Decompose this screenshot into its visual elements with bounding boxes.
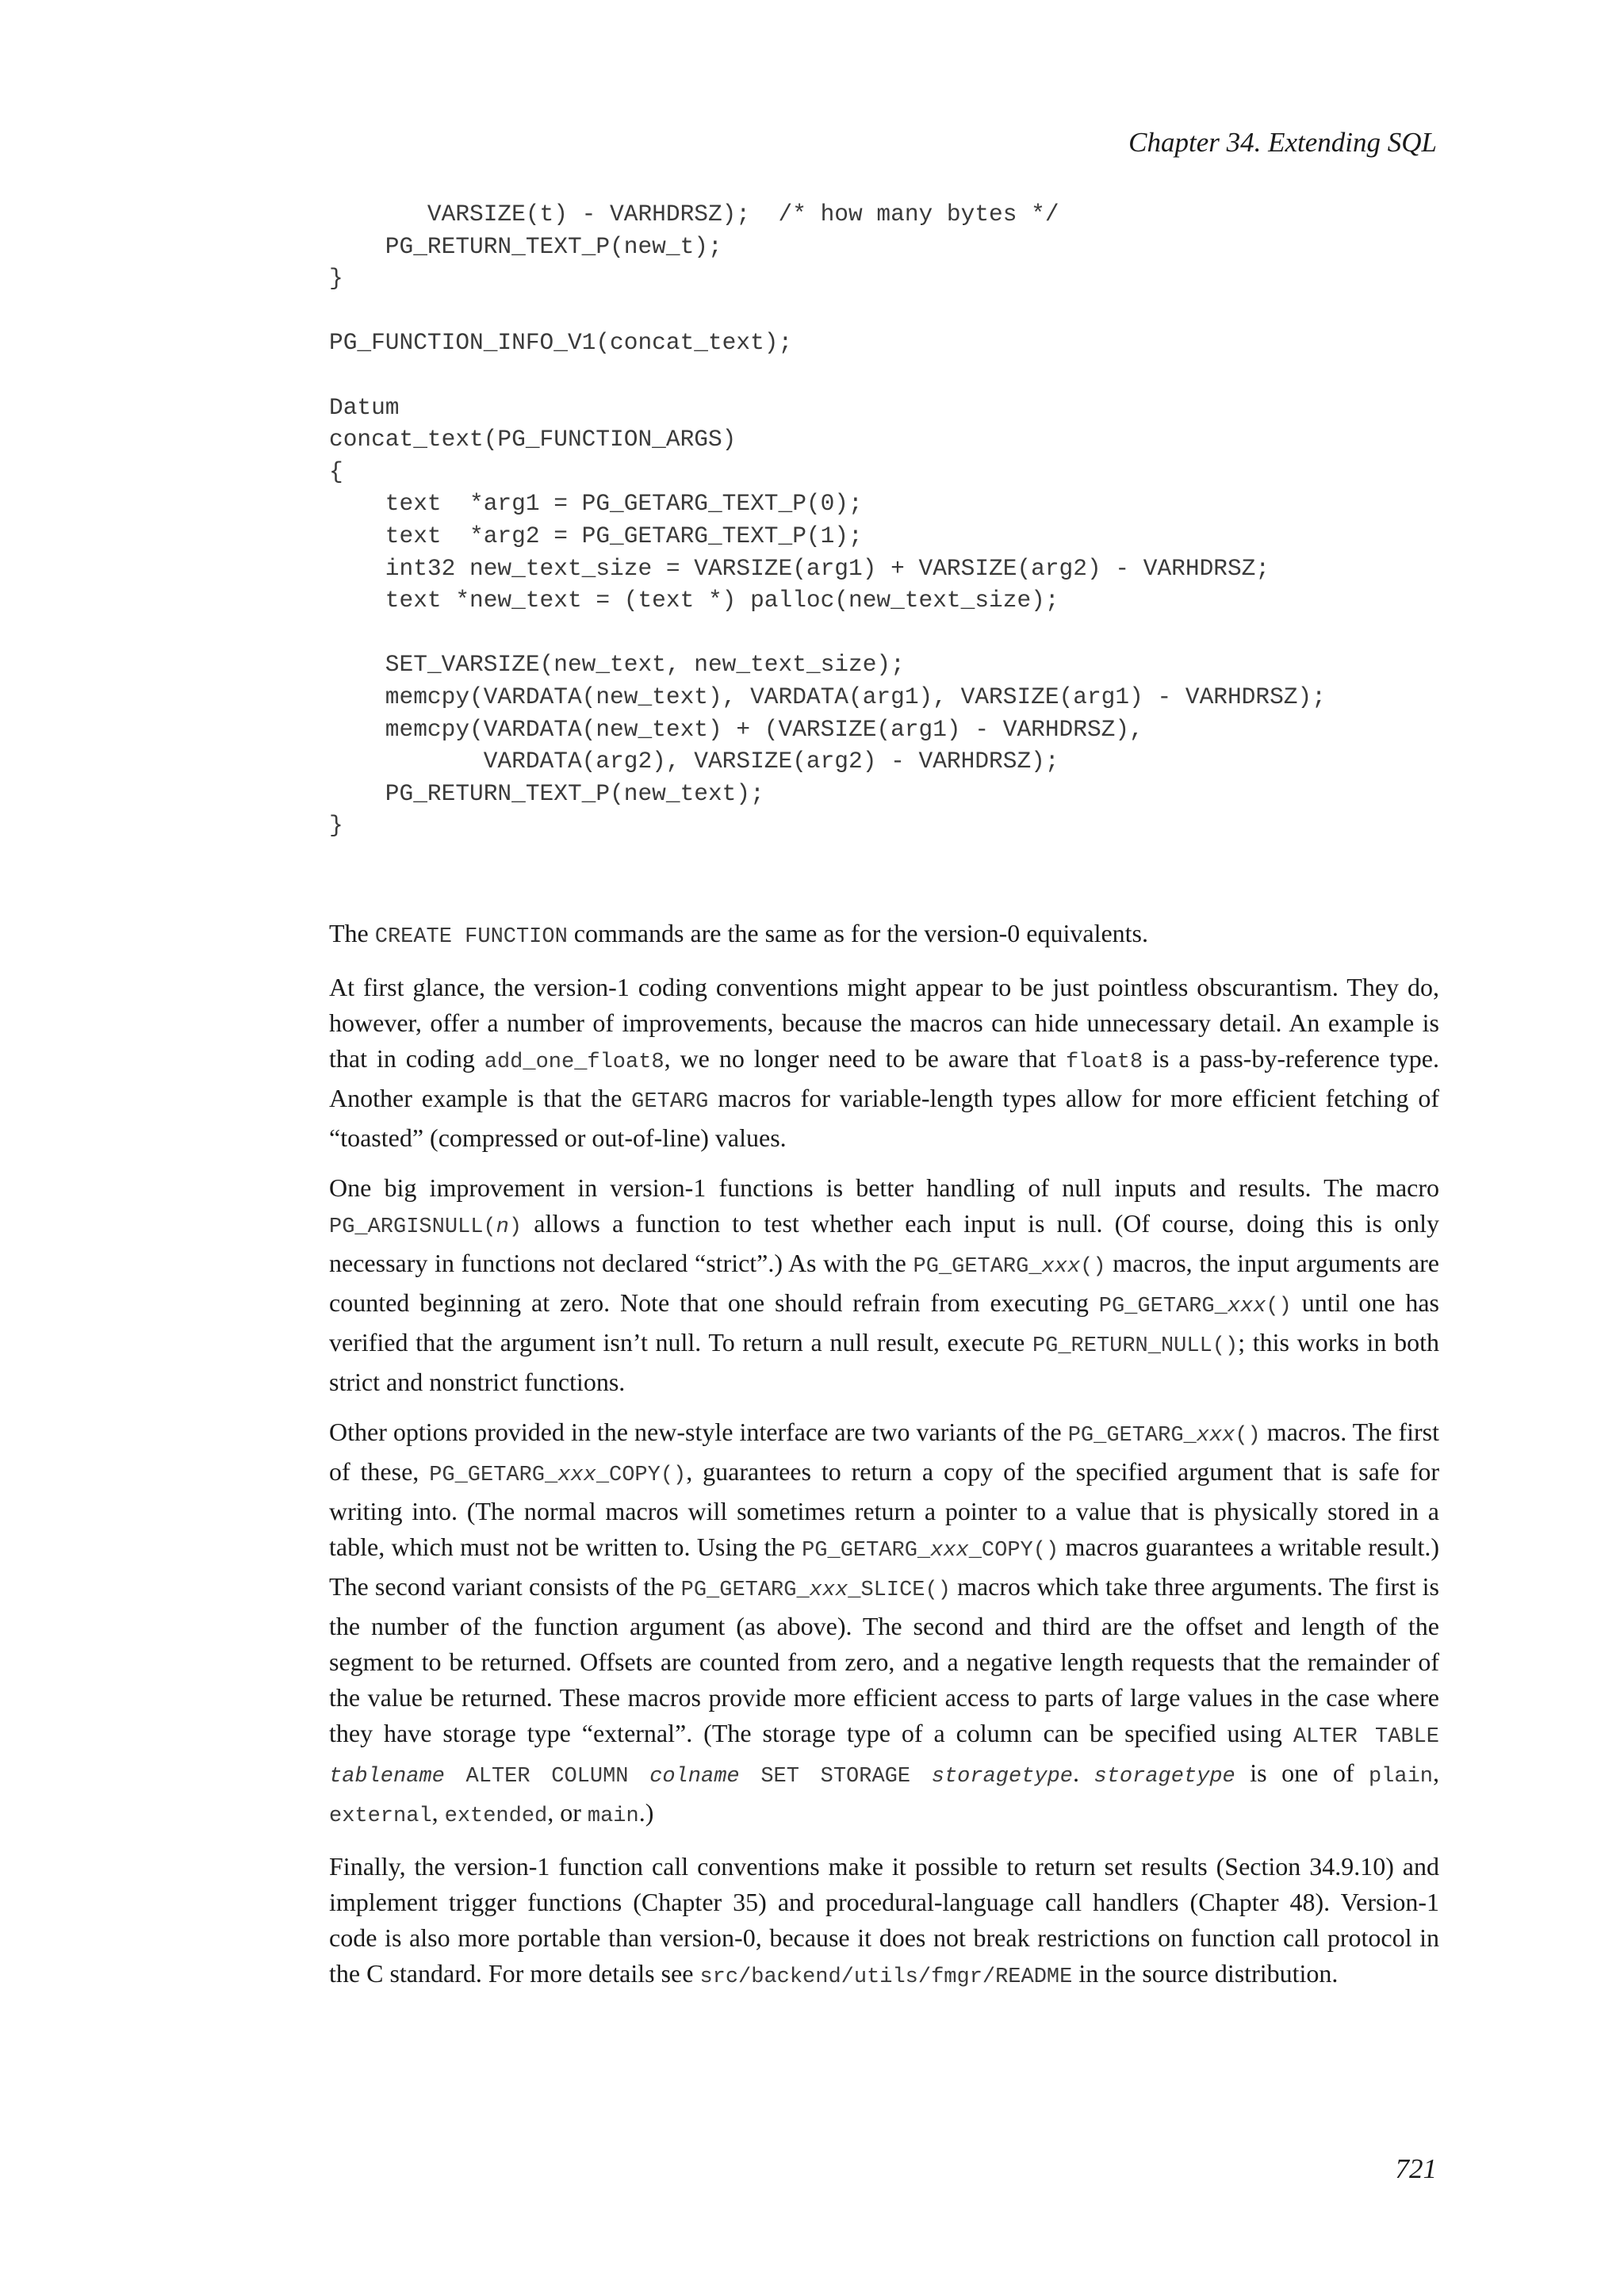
inline-code: main — [587, 1804, 639, 1828]
code-line: SET_VARSIZE(new_text, new_text_size); — [329, 651, 905, 679]
inline-code: PG_GETARG_xxx() — [1098, 1295, 1292, 1318]
code-line: text *arg1 = PG_GETARG_TEXT_P(0); — [329, 490, 863, 518]
inline-code: CREATE FUNCTION — [374, 925, 568, 949]
inline-code: PG_RETURN_NULL() — [1032, 1334, 1239, 1358]
code-line: Datum — [329, 393, 400, 421]
inline-code: PG_GETARG_xxx_COPY() — [802, 1539, 1059, 1563]
inline-code: src/backend/utils/fmgr/README — [699, 1965, 1073, 1989]
code-line: memcpy(VARDATA(new_text), VARDATA(arg1), VARSIZE(arg1) - VARHDRSZ); — [329, 683, 1326, 710]
code-line: text *new_text = (text *) palloc(new_text_size); — [329, 587, 1059, 614]
inline-code: extended — [444, 1804, 548, 1828]
inline-code: PG_GETARG_xxx_SLICE() — [680, 1578, 951, 1602]
code-line — [329, 359, 1326, 392]
code-line: int32 new_text_size = VARSIZE(arg1) + VARSIZE(arg2) - VARHDRSZ; — [329, 554, 1270, 582]
code-line: } — [329, 265, 343, 293]
inline-code: ALTER TABLE tablename ALTER COLUMN colname SET STORAGE storagetype — [329, 1725, 1440, 1789]
inline-code: GETARG — [631, 1090, 709, 1114]
inline-code: add_one_float8 — [484, 1050, 665, 1074]
inline-code: PG_GETARG_xxx_COPY() — [429, 1464, 687, 1487]
code-line: concat_text(PG_FUNCTION_ARGS) — [329, 426, 737, 453]
code-line: PG_FUNCTION_INFO_V1(concat_text); — [329, 329, 793, 357]
inline-code: plain — [1368, 1765, 1433, 1789]
body-text — [329, 916, 1439, 2010]
code-line — [329, 295, 1326, 327]
code-line: { — [329, 457, 343, 485]
code-line: PG_RETURN_TEXT_P(new_text); — [329, 779, 764, 807]
chapter-header: Chapter 34. Extending SQL — [1128, 127, 1437, 158]
paragraph-getarg-variants: Other options provided in the new-style interface are two variants of the PG_GETARG_xxx() macros. The first of these, PG_GETARG_xxx_COPY(), guarantees to return a copy of the specified argument that is safe for writing into. (The normal macros will sometimes return a pointer to a value that is physically stored in a table, which must not be written to. Using the PG_GETARG_xxx_COPY() macros guarantees a writable result.) The second variant consists of the PG_GETARG_xxx_SLICE() macros which take three arguments. The first is the number of the function argument (as above). The second and third are the offset and length of the segment to be returned. Offsets are counted from zero, and a negative length requests that the remainder of the value be returned. These macros provide more efficient access to parts of large values in the case where they have storage type “external”. (The storage type of a column can be specified using ALTER TABLE tablename ALTER COLUMN colname SET STORAGE storagetype. storagetype is one of plain, external, extended, or main.) — [329, 1418, 1440, 1828]
code-line: text *arg2 = PG_GETARG_TEXT_P(1); — [329, 522, 863, 549]
inline-code: PG_GETARG_xxx() — [1067, 1424, 1261, 1448]
code-listing — [329, 198, 1326, 842]
paragraph-null-handling: One big improvement in version-1 functions is better handling of null inputs and results. The macro PG_ARGISNULL(n) allows a function to test whether each input is null. (Of course, doing this is only necessary in functions not declared “strict”.) As with the PG_GETARG_xxx() macros, the input arguments are counted beginning at zero. Note that one should refrain from executing PG_GETARG_xxx() until one has verified that the argument isn’t null. To return a null result, execute PG_RETURN_NULL(); this works in both strict and nonstrict functions. — [329, 1173, 1440, 1396]
paragraph-conventions: At first glance, the version-1 coding conventions might appear to be just pointless obscurantism. They do, however, offer a number of improvements, because the macros can hide unnecessary detail. An example is that in coding add_one_float8, we no longer need to be aware that float8 is a pass-by-reference type. Another example is that the GETARG macros for variable-length types allow for more efficient fetching of “toasted” (compressed or out-of-line) values. — [329, 973, 1440, 1152]
code-line — [329, 617, 1326, 649]
paragraph-create-function: The CREATE FUNCTION commands are the same as for the version-0 equivalents. — [329, 919, 1148, 949]
code-line: VARSIZE(t) - VARHDRSZ); /* how many bytes */ — [329, 201, 1059, 228]
code-line: } — [329, 812, 343, 840]
code-line: VARDATA(arg2), VARSIZE(arg2) - VARHDRSZ); — [329, 748, 1059, 775]
code-line: PG_RETURN_TEXT_P(new_t); — [329, 232, 722, 260]
page-number: 721 — [1395, 2153, 1437, 2184]
paragraph-finally: Finally, the version-1 function call conventions make it possible to return set results (Section 34.9.10) and implement trigger functions (Chapter 35) and procedural-language call handlers (Chapter 48). Version-1 code is also more portable than version-0, because it does not break restrictions on function call protocol in the C standard. For more details see src/backend/utils/fmgr/README in the source distribution. — [329, 1852, 1439, 1989]
code-line: memcpy(VARDATA(new_text) + (VARSIZE(arg1) - VARHDRSZ), — [329, 715, 1143, 743]
inline-code: PG_GETARG_xxx() — [913, 1255, 1106, 1279]
inline-code: external — [329, 1804, 432, 1828]
inline-code: storagetype — [1094, 1765, 1235, 1789]
inline-code: PG_ARGISNULL(n) — [329, 1215, 523, 1239]
inline-code: float8 — [1065, 1050, 1143, 1074]
